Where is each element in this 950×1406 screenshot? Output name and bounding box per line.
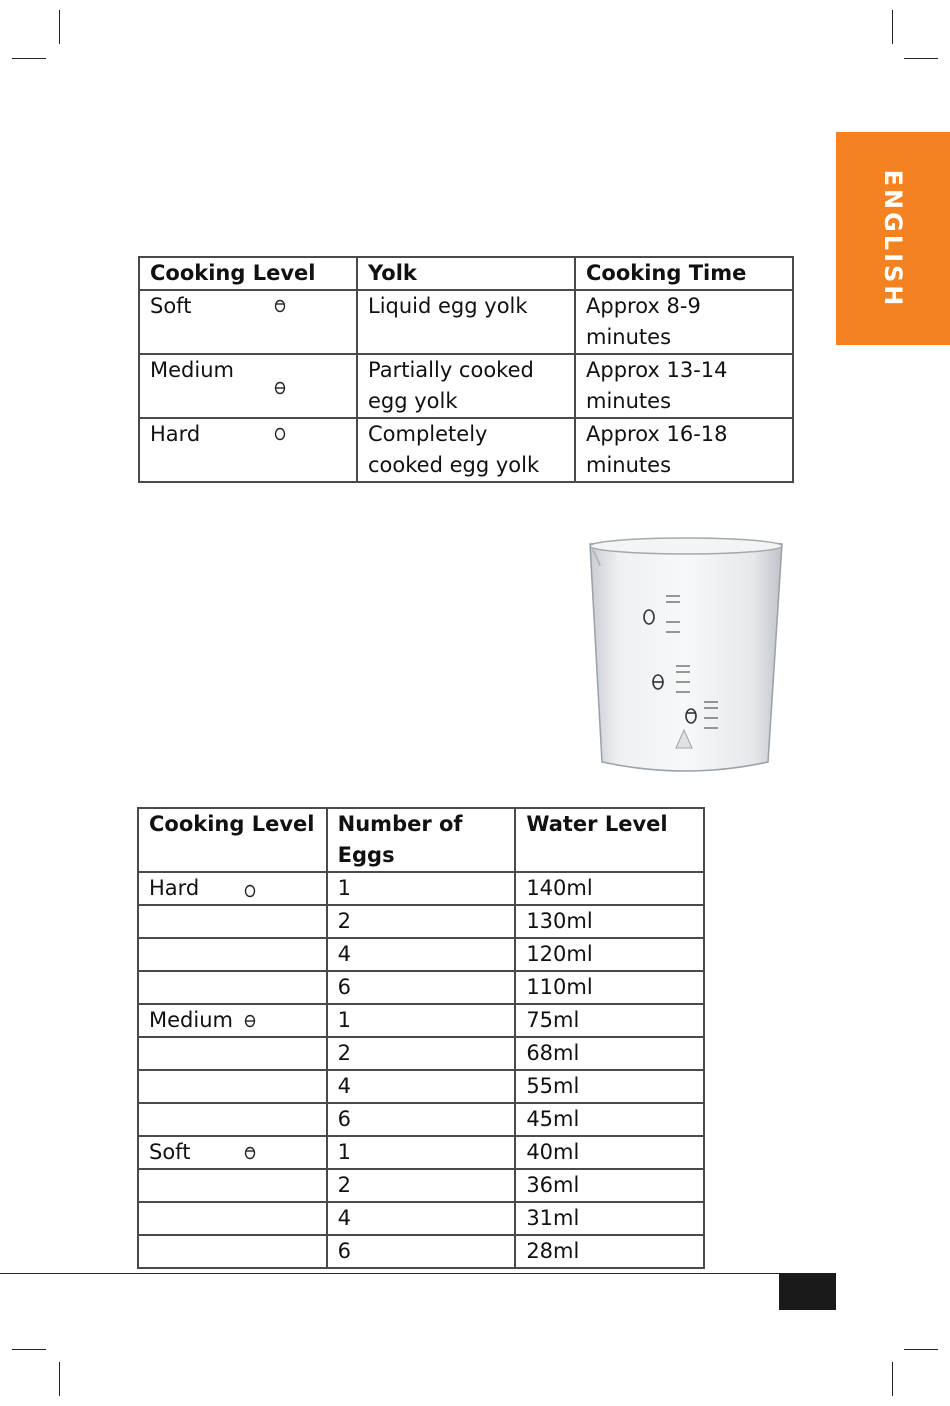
language-tab-label: ENGLISH (879, 169, 907, 308)
cooking-level-cell (138, 971, 327, 1004)
water-level-table (137, 807, 705, 1269)
table-row (139, 354, 793, 418)
cooking-level-cell (138, 1169, 327, 1202)
table-row (138, 938, 704, 971)
page-number-box (779, 1273, 836, 1310)
table-row (139, 290, 793, 354)
table-header-row (138, 808, 704, 872)
eggs-cell: 2 (327, 1037, 516, 1070)
header-water-level: Water Level (515, 808, 704, 872)
cooking-level-cell (139, 290, 357, 354)
eggs-cell: 1 (327, 1004, 516, 1037)
table-row (138, 1169, 704, 1202)
table-row (138, 1103, 704, 1136)
table-row (138, 1004, 704, 1037)
crop-mark (59, 10, 60, 44)
table-row (138, 1070, 704, 1103)
cooking-level-cell (138, 1103, 327, 1136)
eggs-cell: 6 (327, 1103, 516, 1136)
water-cell: 140ml (515, 872, 704, 905)
water-cell: 68ml (515, 1037, 704, 1070)
header-cooking-level: Cooking Level (138, 808, 327, 872)
table-row (139, 418, 793, 482)
eggs-cell: 6 (327, 971, 516, 1004)
cooking-time-cell: Approx 8-9 minutes (575, 290, 793, 354)
yolk-cell: Completely cooked egg yolk (357, 418, 575, 482)
cooking-level-cell (138, 905, 327, 938)
eggs-cell: 1 (327, 872, 516, 905)
crop-mark (904, 1349, 938, 1350)
water-cell: 40ml (515, 1136, 704, 1169)
cooking-level-label: Soft (149, 1140, 191, 1164)
cooking-level-cell (138, 1136, 327, 1169)
cooking-level-cell (138, 1004, 327, 1037)
table-row (138, 1037, 704, 1070)
cooking-level-label: Soft (150, 294, 192, 318)
medium-egg-icon (274, 381, 286, 395)
crop-mark (892, 10, 893, 44)
header-yolk: Yolk (357, 257, 575, 290)
crop-mark (892, 1362, 893, 1396)
cooking-level-label: Hard (149, 876, 200, 900)
eggs-cell: 4 (327, 1070, 516, 1103)
water-cell: 110ml (515, 971, 704, 1004)
table-row (138, 905, 704, 938)
header-cooking-level: Cooking Level (139, 257, 357, 290)
table-header-row (139, 257, 793, 290)
cooking-level-label: Medium (150, 358, 234, 382)
water-cell: 36ml (515, 1169, 704, 1202)
crop-mark (12, 58, 46, 59)
measuring-cup-image (588, 536, 784, 776)
eggs-cell: 2 (327, 1169, 516, 1202)
water-cell: 75ml (515, 1004, 704, 1037)
cooking-level-label: Hard (150, 422, 201, 446)
footer-rule (0, 1273, 836, 1274)
eggs-cell: 1 (327, 1136, 516, 1169)
cooking-time-table (138, 256, 794, 483)
soft-egg-icon (274, 299, 286, 313)
cooking-time-cell: Approx 13-14 minutes (575, 354, 793, 418)
water-cell: 31ml (515, 1202, 704, 1235)
water-cell: 130ml (515, 905, 704, 938)
soft-egg-icon (244, 1146, 256, 1160)
yolk-cell: Liquid egg yolk (357, 290, 575, 354)
water-cell: 55ml (515, 1070, 704, 1103)
cooking-level-cell (138, 1202, 327, 1235)
header-number-of-eggs: Number of Eggs (327, 808, 516, 872)
hard-egg-icon (244, 884, 256, 898)
crop-mark (59, 1362, 60, 1396)
cooking-level-cell (138, 1235, 327, 1268)
hard-egg-icon (274, 427, 286, 441)
cooking-level-cell (139, 418, 357, 482)
eggs-cell: 2 (327, 905, 516, 938)
eggs-cell: 4 (327, 938, 516, 971)
water-cell: 45ml (515, 1103, 704, 1136)
header-cooking-time: Cooking Time (575, 257, 793, 290)
table-row (138, 872, 704, 905)
medium-egg-icon (244, 1014, 256, 1028)
table-row (138, 971, 704, 1004)
eggs-cell: 4 (327, 1202, 516, 1235)
table-row (138, 1235, 704, 1268)
crop-mark (904, 58, 938, 59)
water-cell: 28ml (515, 1235, 704, 1268)
cooking-level-cell (138, 1037, 327, 1070)
cooking-level-cell (138, 1070, 327, 1103)
yolk-cell: Partially cooked egg yolk (357, 354, 575, 418)
cooking-level-cell (139, 354, 357, 418)
language-tab (836, 132, 950, 345)
eggs-cell: 6 (327, 1235, 516, 1268)
table-row (138, 1202, 704, 1235)
cooking-level-cell (138, 938, 327, 971)
water-cell: 120ml (515, 938, 704, 971)
cooking-time-cell: Approx 16-18 minutes (575, 418, 793, 482)
table-row (138, 1136, 704, 1169)
cooking-level-label: Medium (149, 1008, 233, 1032)
crop-mark (12, 1349, 46, 1350)
cooking-level-cell (138, 872, 327, 905)
